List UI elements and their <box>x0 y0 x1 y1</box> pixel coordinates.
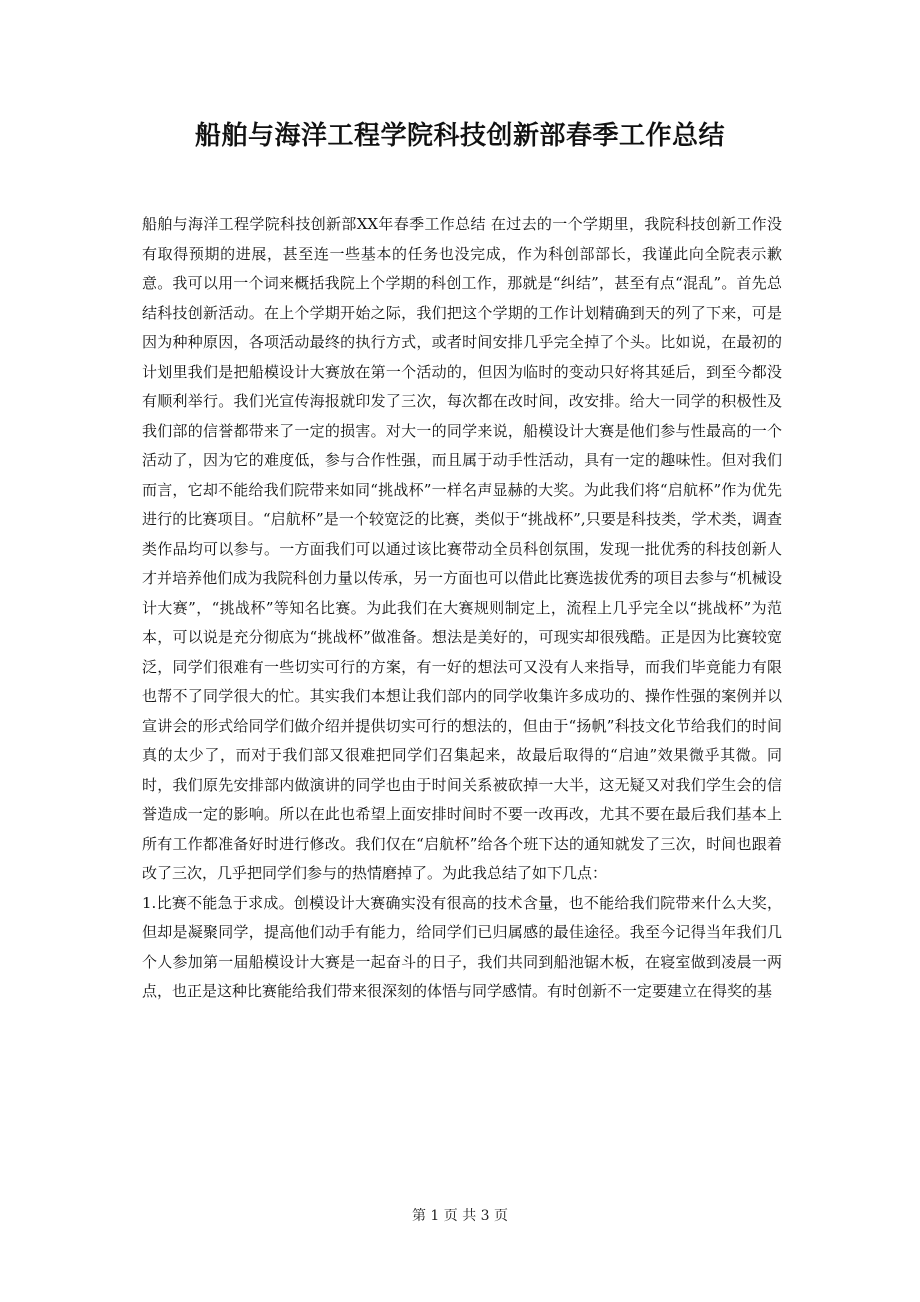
body-paragraph: 船舶与海洋工程学院科技创新部XX年春季工作总结 在过去的一个学期里，我院科技创新工作没有取得预期的进展，甚至连一些基本的任务也没完成，作为科创部部长，我谨此向全院表示歉意。我可以用一个词来概括我院上个学期的科创工作，那就是“纠结”，甚至有点“混乱”。首先总结科技创新活动。在上个学期开始之际，我们把这个学期的工作计划精确到天的列了下来，可是因为种种原因，各项活动最终的执行方式，或者时间安排几乎完全掉了个头。比如说，在最初的计划里我们是把船模设计大赛放在第一个活动的，但因为临时的变动只好将其延后，到至今都没有顺利举行。我们光宣传海报就印发了三次，每次都在改时间，改安排。给大一同学的积极性及我们部的信誉都带来了一定的损害。对大一的同学来说，船模设计大赛是他们参与性最高的一个活动了，因为它的难度低，参与合作性强，而且属于动手性活动，具有一定的趣味性。但对我们而言，它却不能给我们院带来如同“挑战杯”一样名声显赫的大奖。为此我们将“启航杯”作为优先进行的比赛项目。“启航杯”是一个较宽泛的比赛，类似于“挑战杯”,只要是科技类，学术类，调查类作品均可以参与。一方面我们可以通过该比赛带动全员科创氛围，发现一批优秀的科技创新人才并培养他们成为我院科创力量以传承，另一方面也可以借此比赛选拔优秀的项目去参与“机械设计大赛”，“挑战杯”等知名比赛。为此我们在大赛规则制定上，流程上几乎完全以“挑战杯”为范本，可以说是充分彻底为“挑战杯”做准备。想法是美好的，可现实却很残酷。正是因为比赛较宽泛，同学们很难有一些切实可行的方案，有一好的想法可又没有人来指导，而我们毕竟能力有限也帮不了同学很大的忙。其实我们本想让我们部内的同学收集许多成功的、操作性强的案例并以宣讲会的形式给同学们做介绍并提供切实可行的想法的，但由于“扬帆”科技文化节给我们的时间真的太少了，而对于我们部又很难把同学们召集起来，故最后取得的“启迪”效果微乎其微。同时，我们原先安排部内做演讲的同学也由于时间关系被砍掉一大半，这无疑又对我们学生会的信誉造成一定的影响。所以在此也希望上面安排时间时不要一改再改，尤其不要在最后我们基本上所有工作都准备好时进行修改。我们仅在“启航杯”给各个班下达的通知就发了三次，时间也跟着改了三次，几乎把同学们参与的热情磨掉了。为此我总结了如下几点： <box>142 215 782 882</box>
document-body <box>142 210 782 1007</box>
page-number-label: 第 1 页 共 3 页 <box>411 1208 509 1224</box>
body-paragraph: 1.比赛不能急于求成。创模设计大赛确实没有很高的技术含量，也不能给我们院带来什么大奖，但却是凝聚同学，提高他们动手有能力，给同学们已归属感的最佳途径。我至今记得当年我们几个人参加第一届船模设计大赛是一起奋斗的日子，我们共同到船池锯木板，在寝室做到凌晨一两点，也正是这种比赛能给我们带来很深刻的体悟与同学感情。有时创新不一定要建立在得奖的基 <box>142 893 782 1000</box>
page-footer <box>0 1205 920 1227</box>
document-title: 船舶与海洋工程学院科技创新部春季工作总结 <box>194 121 725 151</box>
